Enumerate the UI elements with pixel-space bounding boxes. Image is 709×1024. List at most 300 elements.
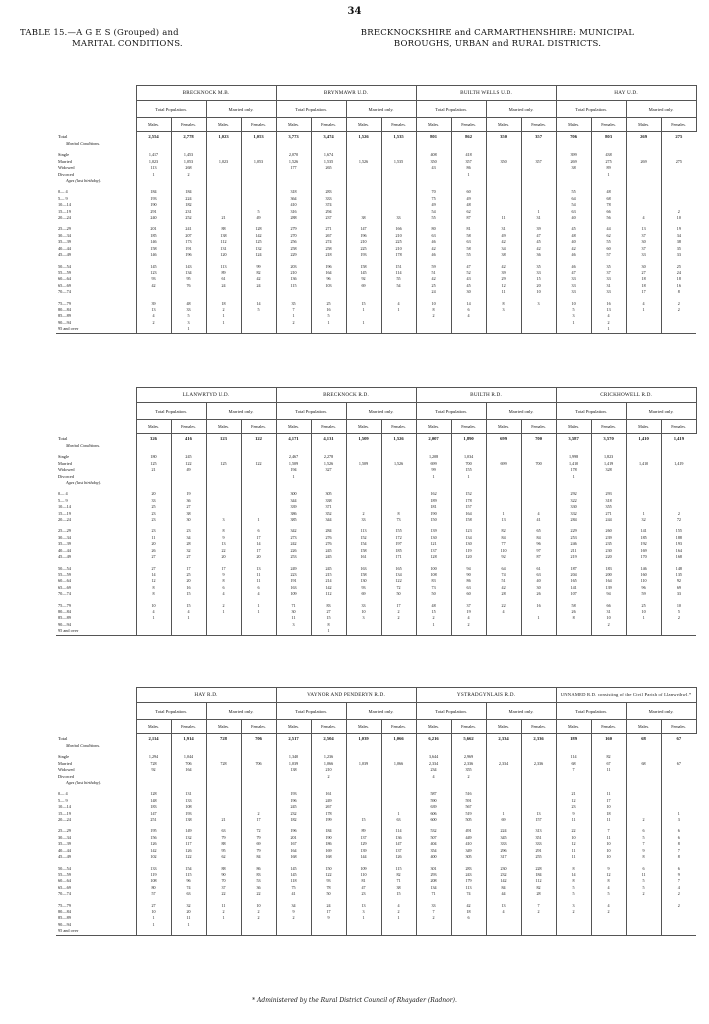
table-cell [206,628,241,635]
table-cell: 196 [346,233,381,239]
table-cell: 728 [136,761,171,767]
table-cell: 219 [556,554,591,560]
table-cell: 8 [136,585,171,591]
row-label: Widowed [58,767,75,773]
males-header: Males. [416,118,451,132]
table-cell: 4 [451,615,486,621]
row-label: 25—29 [58,828,71,834]
table-cell: 35 [276,301,311,307]
table-cell: 11 [591,817,626,823]
table-cell: 48 [171,301,206,307]
table-cell: 42 [241,276,276,282]
table-cell: 23 [171,528,206,534]
table-cell: 275 [661,159,696,165]
table-cell: 1 [241,603,276,609]
table-cell: 5 [661,609,696,615]
table-cell: 327 [311,467,346,473]
table-cell: 24 [311,903,346,909]
row-label: 30—34 [58,834,71,840]
table-cell: 1,823 [591,454,626,460]
table-cell: 399 [556,152,591,158]
table-cell: 15 [171,591,206,597]
table-cell: 35 [661,246,696,252]
row-label: Widowed [58,467,75,473]
table-cell: 1,053 [241,132,276,142]
table-cell: 294 [311,209,346,215]
table-cell: 92 [661,578,696,584]
table-cell: 10 [136,603,171,609]
table-cell [346,928,381,935]
table-cell: 699 [486,461,521,467]
table-cell: 590 [416,798,451,804]
table-cell: 33 [556,283,591,289]
table-cell: 243 [451,872,486,878]
table-cell [171,628,206,635]
table-cell: 122 [171,461,206,467]
table-cell: 66 [591,209,626,215]
table-cell: 23 [346,891,381,897]
table-cell: 158 [346,264,381,270]
table-cell: 20 [241,554,276,560]
table-cell: 139 [591,585,626,591]
total-population-header: Total Population. [416,403,486,420]
table-cell: 100 [416,566,451,572]
table-cell: 16 [521,603,556,609]
row-label: 5— 9 [58,497,68,503]
table-cell: 154 [171,866,206,872]
table-cell: 96 [626,585,661,591]
males-header: Males. [416,420,451,434]
table-cell: 271 [311,226,346,232]
table-cell: 3 [661,817,696,823]
total-population-header: Total Population. [136,703,206,720]
table-cell: 30 [171,517,206,523]
table-cell: 24 [241,283,276,289]
table-cell: 81 [451,226,486,232]
table-cell: 164 [661,548,696,554]
table-cell: 63 [381,817,416,823]
row-label: 95 and over [56,928,136,935]
row-label: Ages (last birthday). [66,178,102,184]
males-header: Males. [486,118,521,132]
table-cell: 4 [171,609,206,615]
table-cell: 276 [311,535,346,541]
table-cell: 84 [241,854,276,860]
table-cell: 4 [626,301,661,307]
table-cell: 229 [556,528,591,534]
table-cell [626,628,661,635]
table-cell: 14 [136,572,171,578]
table-cell: 154 [346,541,381,547]
table-cell: 99 [241,264,276,270]
table-cell: 117 [171,841,206,847]
table-cell: 9 [206,572,241,578]
table-cell: 158 [136,246,171,252]
table-cell: 45 [521,239,556,245]
table-cell: 16 [661,283,696,289]
table-cell: 32 [171,548,206,554]
table-cell: 51 [486,578,521,584]
table-cell: 36 [171,498,206,504]
table-cell: 22 [241,891,276,897]
table-cell: 1 [311,320,346,326]
table-cell: 83 [311,603,346,609]
table-cell: 17 [206,566,241,572]
table-cell: 706 [171,761,206,767]
table-cell: 438 [591,152,626,158]
table-cell: 12 [136,578,171,584]
table-cell: 275 [661,132,696,142]
table-cell: 245 [311,554,346,560]
table-cell: 2 [661,301,696,307]
row-label: 75—79 [58,300,71,306]
page-number: 34 [347,6,362,17]
table-cell: 21 [556,791,591,797]
table-cell: 18 [451,909,486,915]
table-cell: 355 [591,504,626,510]
table-cell: 25 [416,283,451,289]
table-cell: 195 [136,828,171,834]
table-cell: 11 [486,289,521,295]
row-label: Widowed [58,165,75,171]
table-cell: 167 [276,841,311,847]
data-table [56,85,697,334]
table-cell: 120 [206,252,241,258]
table-cell: 83 [416,578,451,584]
table-cell: 1,044 [171,754,206,760]
table-cell: 51 [416,270,451,276]
table-cell: 37 [626,246,661,252]
table-cell: 60 [451,189,486,195]
table-cell: 700 [521,461,556,467]
district-header-row [56,688,696,703]
table-cell: 173 [171,239,206,245]
row-label: Single [58,754,69,760]
table-cell: 6 [661,866,696,872]
table-cell: 3,474 [311,132,346,142]
row-label: 10—14 [58,202,71,208]
table-cell: 258 [276,246,311,252]
table-cell: 38 [381,885,416,891]
table-cell: 2,969 [451,754,486,760]
table-cell: 39 [136,301,171,307]
table-cell: 89 [346,828,381,834]
table-cell: 4 [591,313,626,319]
table-cell: 1 [591,172,626,178]
table-cell: 1,410 [556,461,591,467]
table-cell: 11 [591,767,626,773]
header-blank [56,388,136,403]
row-label: 55—59 [58,571,71,577]
table-cell: 587 [416,791,451,797]
table-cell: 46 [416,239,451,245]
district-header-row [56,86,696,101]
table-cell: 180 [136,454,171,460]
table-cell [381,928,416,935]
table-cell: 79 [241,835,276,841]
table-cell: 284 [311,528,346,534]
row-label: Marital Conditions. [66,141,101,146]
table-cell: 2,007 [416,434,451,444]
table-cell: 215 [311,572,346,578]
table-cell: 108 [416,572,451,578]
table-cell: 89 [206,270,241,276]
table-cell: 1,890 [451,434,486,444]
table-cell: 70 [206,878,241,884]
table-cell: 63 [451,585,486,591]
table-cell: 158 [346,548,381,554]
table-cell [206,928,241,935]
table-cell: 491 [451,828,486,834]
table-cell: 31 [591,283,626,289]
table-cell: 5 [591,891,626,897]
table-cell: 46 [556,252,591,258]
table-cell: 21 [206,215,241,221]
table-cell: 110 [626,578,661,584]
table-cell: 123 [206,434,241,444]
table-cell: 147 [346,226,381,232]
table-cell: 253 [276,554,311,560]
row-label: 55—59 [58,269,71,275]
table-cell: 2 [311,774,346,780]
table-cell [136,326,171,333]
table-cell: 84 [486,885,521,891]
table-cell [521,928,556,935]
row-label: 35—39 [58,541,71,547]
table-cell: 25 [171,572,206,578]
table-cell: 26 [556,609,591,615]
table-cell: 150 [416,517,451,523]
table-cell: 48 [556,233,591,239]
table-cell: 63 [451,239,486,245]
table-cell: 14 [241,301,276,307]
total-population-header: Total Population. [136,101,206,118]
table-cell: 90 [451,572,486,578]
table-cell: 291 [521,848,556,854]
table-cell: 223 [276,572,311,578]
table-cell: 2 [661,903,696,909]
table-cell: 48 [591,189,626,195]
table-cell: 44 [486,891,521,897]
males-header: Males. [346,420,381,434]
table-cell: 88 [206,866,241,872]
table-cell: 2 [206,307,241,313]
table-cell: 193 [346,252,381,258]
header-blank [56,720,136,734]
table-cell: 1,419 [661,434,696,444]
table-block-1 [56,85,696,334]
table-cell: 253 [556,535,591,541]
row-label: 0— 4 [58,791,68,797]
table-cell: 1 [486,511,521,517]
table-cell: 234 [416,767,451,773]
table-cell: 138 [276,767,311,773]
table-cell: 507 [416,835,451,841]
table-cell: 189 [556,734,591,744]
table-cell: 134 [381,572,416,578]
table-cell: 6 [451,915,486,921]
table-cell: 25 [626,603,661,609]
table-cell: 228 [521,866,556,872]
table-cell: 118 [276,878,311,884]
table-cell: 68 [591,196,626,202]
table-cell: 125 [206,461,241,467]
married-only-header: Married only. [346,403,416,420]
table-cell: 4 [591,885,626,891]
table-cell: 84 [486,535,521,541]
row-label: 75—79 [58,602,71,608]
table-cell: 2 [171,172,206,178]
subheader-row [56,101,696,118]
table-cell: 190 [416,511,451,517]
row-label: 45—49 [58,554,71,560]
table-cell: 39 [521,226,556,232]
table-cell: 10 [661,215,696,221]
table-cell: 82 [521,885,556,891]
table-cell: 31 [486,226,521,232]
table-cell: 168 [311,854,346,860]
table-cell: 124 [241,252,276,258]
table-cell: 45 [556,226,591,232]
table-cell: 1,509 [346,434,381,444]
table-cell: 10 [626,609,661,615]
table-cell: 10 [591,841,626,847]
table-cell: 47 [346,885,381,891]
table-cell: 9 [626,848,661,854]
table-cell: 352 [311,511,346,517]
table-cell: 42 [451,903,486,909]
males-header: Males. [486,720,521,734]
table-cell: 137 [416,548,451,554]
table-cell: 37 [626,233,661,239]
table-cell: 55 [381,276,416,282]
table-cell: 146 [626,566,661,572]
table-cell: 155 [381,528,416,534]
table-cell: 50 [381,591,416,597]
table-cell: 9 [661,872,696,878]
table-cell: 357 [451,159,486,165]
table-cell: 449 [451,835,486,841]
table-cell: 166 [381,226,416,232]
table-cell: 6 [451,307,486,313]
table-cell: 2 [381,909,416,915]
table-cell: 33 [171,307,206,313]
subheader-row [56,703,696,720]
females-header: Females. [661,118,696,132]
table-cell: 50 [311,891,346,897]
table-cell: 95 [171,276,206,282]
table-cell: 8 [661,841,696,847]
table-cell: 328 [591,467,626,473]
table-cell: 160 [591,734,626,744]
table-cell: 21 [206,817,241,823]
table-cell: 123 [451,528,486,534]
table-cell: 5 [241,209,276,215]
table-cell: 700 [521,434,556,444]
table-cell: 6,216 [416,734,451,744]
females-header: Females. [381,118,416,132]
table-cell: 178 [311,811,346,817]
females-header: Females. [451,420,486,434]
table-cell: 4,171 [276,434,311,444]
table-cell: 275 [591,159,626,165]
table-cell: 147 [136,811,171,817]
married-only-header: Married only. [486,703,556,720]
table-cell: 1,526 [346,132,381,142]
row-label: 25—29 [58,226,71,232]
table-cell: 699 [416,461,451,467]
table-cell: 700 [451,461,486,467]
table-cell: 317 [486,854,521,860]
header-blank [56,688,136,703]
table-cell: 63 [416,233,451,239]
table-cell: 115 [381,866,416,872]
table-cell: 410 [276,202,311,208]
row-label: Divorced [58,473,74,479]
table-cell: 1 [451,172,486,178]
table-cell: 1,509 [276,461,311,467]
table-cell: 284 [556,517,591,523]
table-cell: 36 [521,252,556,258]
females-header: Females. [521,420,556,434]
table-cell: 38 [486,252,521,258]
table-cell: 2,336 [521,734,556,744]
table-cell: 29 [486,276,521,282]
table-cell: 11 [206,903,241,909]
table-cell: 699 [486,434,521,444]
table-cell: 43 [416,165,451,171]
table-cell [416,326,451,333]
table-cell: 125 [136,461,171,467]
table-cell: 15 [346,301,381,307]
table-cell: 60 [451,591,486,597]
table-cell: 333 [521,841,556,847]
table-cell: 305 [311,491,346,497]
row-label: Married [58,460,72,466]
table-cell: 191 [171,246,206,252]
table-cell: 126 [136,841,171,847]
table-cell: 129 [346,841,381,847]
table-cell: 27 [136,566,171,572]
header-blank [56,420,136,434]
table-cell: 1 [521,209,556,215]
district-name: LLANWRTYD U.D. [136,388,276,403]
table-cell: 178 [451,498,486,504]
row-label: 60—64 [58,578,71,584]
table-cell: 37 [591,270,626,276]
table-cell: 23 [136,511,171,517]
table-cell [521,628,556,635]
table-cell: 333 [311,196,346,202]
table-cell: 17 [626,289,661,295]
table-cell [661,326,696,333]
table-cell: 225 [381,239,416,245]
table-cell: 33 [591,276,626,282]
table-cell: 30 [521,585,556,591]
table-cell: 34 [486,246,521,252]
table-cell: 2 [276,320,311,326]
table-cell: 109 [346,866,381,872]
table-cell: 93 [346,585,381,591]
table-cell: 42 [486,264,521,270]
table-cell: 801 [416,132,451,142]
table-cell: 22 [206,548,241,554]
table-cell [451,326,486,333]
table-cell: 4 [451,313,486,319]
table-cell: 357 [521,132,556,142]
table-cell: 404 [416,841,451,847]
table-cell: 196 [171,252,206,258]
